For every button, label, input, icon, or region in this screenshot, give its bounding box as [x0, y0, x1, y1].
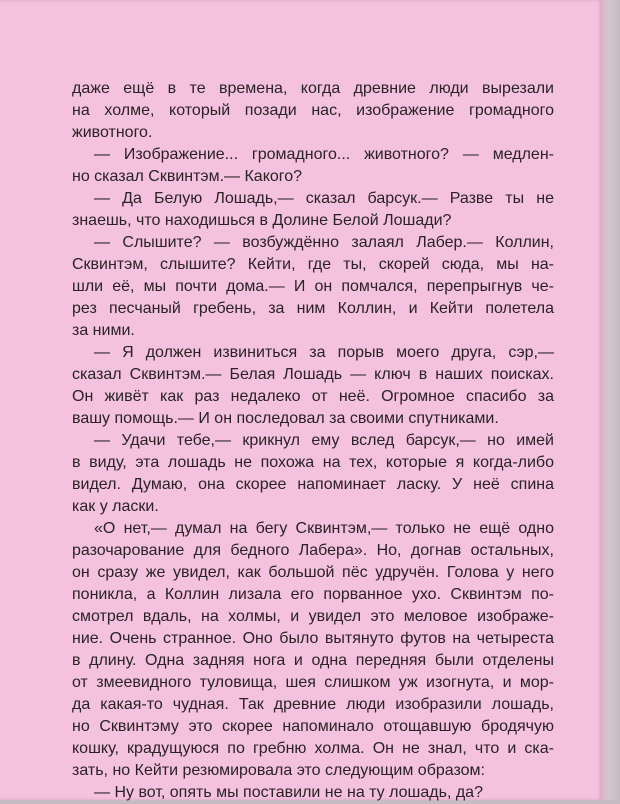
text-line: видел. Думаю, она скорее напоминает ласку. У неё спина	[72, 476, 554, 493]
text-line: шли её, мы почти дома.— И он помчался, перепрыгнув че-	[72, 278, 554, 295]
page-edge	[602, 0, 620, 800]
text-line: смотрел вдаль, на холмы, и увидел это меловое изображе-	[72, 608, 554, 625]
text-line: поникла, а Коллин лизала его порванное ухо. Сквинтэм по-	[72, 586, 554, 603]
page-text	[72, 78, 554, 804]
text-line: зать, но Кейти резюмировала это следующим образом:	[72, 762, 485, 779]
text-line: Он живёт как раз недалеко от неё. Огромное спасибо за	[72, 388, 554, 405]
text-line: он сразу же увидел, как большой пёс удручён. Голова у него	[72, 564, 554, 581]
text-line: на холме, который позади нас, изображение громадного	[72, 102, 554, 119]
text-line: да какая-то чудная. Так древние люди изобразили лошадь,	[72, 696, 554, 713]
text-line: знаешь, что находишься в Долине Белой Лошади?	[72, 212, 452, 229]
text-line: от змеевидного туловища, шея слишком уж изогнута, и мор-	[72, 674, 554, 691]
text-line: — Удачи тебе,— крикнул ему вслед барсук,— но имей	[94, 432, 554, 449]
text-line: ние. Очень странное. Оно было вытянуто футов на четыреста	[72, 630, 554, 647]
text-line: животного.	[72, 124, 153, 141]
text-line: сказал Сквинтэм.— Белая Лошадь — ключ в наших поисках.	[72, 366, 554, 383]
text-line: за ними.	[72, 322, 135, 339]
text-line: рез песчаный гребень, за ним Коллин, и Кейти полетела	[72, 300, 554, 317]
text-line: — Да Белую Лошадь,— сказал барсук.— Разве ты не	[94, 190, 554, 207]
text-line: разочарование для бедного Лабера». Но, догнав остальных,	[72, 542, 554, 559]
text-line: «О нет,— думал на бегу Сквинтэм,— только не ещё одно	[94, 520, 554, 537]
text-line: но Сквинтэму это скорее напоминало отощавшую бродячую	[72, 718, 554, 735]
text-line: Сквинтэм, слышите? Кейти, где ты, скорей сюда, мы на-	[72, 256, 554, 273]
text-line: даже ещё в те времена, когда древние люди вырезали	[72, 80, 554, 97]
text-line: в длину. Одна задняя нога и одна передняя были отделены	[72, 652, 554, 669]
text-line: вашу помощь.— И он последовал за своими спутниками.	[72, 410, 499, 427]
text-line: — Я должен извиниться за порыв моего друга, сэр,—	[94, 344, 554, 361]
text-line: — Изображение... громадного... животного? — медлен-	[94, 146, 554, 163]
text-line: кошку, крадущуюся по гребню холма. Он не знал, что и ска-	[72, 740, 554, 757]
text-line: — Ну вот, опять мы поставили не на ту лошадь, да?	[94, 784, 483, 801]
text-line: в виду, эта лошадь не похожа на тех, которые я когда-либо	[72, 454, 554, 471]
text-line: но сказал Сквинтэм.— Какого?	[72, 168, 303, 185]
text-line: — Слышите? — возбуждённо залаял Лабер.— Коллин,	[94, 234, 554, 251]
text-line: как у ласки.	[72, 498, 159, 515]
